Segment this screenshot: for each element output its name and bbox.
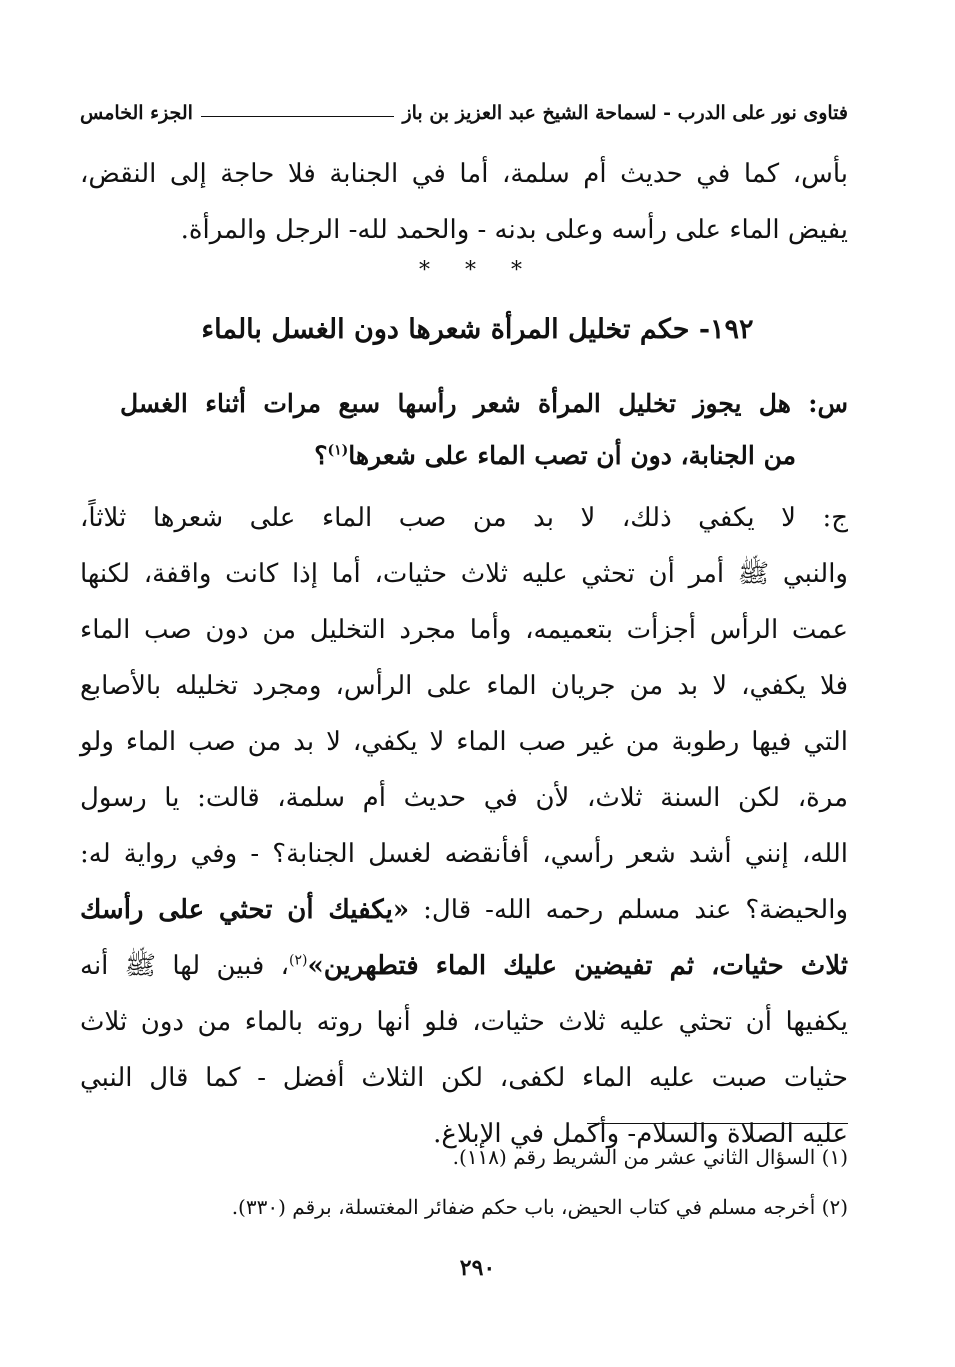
- answer-line: والنبي ﷺ أمر أن تحثي عليه ثلاث حثيات، أما إذا كانت واقفة، لكنها: [80, 559, 848, 589]
- answer-line: عليه الصلاة والسلام- وأكمل في الإبلاغ.: [433, 1119, 848, 1149]
- answer-text: والحيضة؟ عند مسلم رحمه الله- قال:: [423, 895, 849, 925]
- footnote-ref-1[interactable]: (١): [327, 442, 349, 459]
- footnotes: [80, 1132, 848, 1232]
- page-number: ٢٩٠: [459, 1255, 496, 1281]
- question-mark: ؟: [314, 441, 328, 470]
- question-line: س: هل يجوز تخليل المرأة شعر رأسها سبع مرات أثناء الغسل: [120, 389, 848, 418]
- volume-label: الجزء الخامس: [80, 102, 193, 124]
- answer-line: [80, 882, 848, 938]
- answer-line: ج: لا يكفي ذلك، لا بد من صب الماء على شعرها ثلاثاً،: [80, 503, 848, 533]
- answer-line: الله، إنني أشد شعر رأسي، أفأنقضه لغسل الجنابة؟ - وفي رواية له:: [80, 839, 848, 869]
- answer-paragraph: [80, 490, 848, 1162]
- question-line: [120, 430, 848, 482]
- answer-line: [80, 938, 848, 994]
- section-separator: * * *: [419, 258, 536, 283]
- text-line: بأس، كما في حديث أم سلمة، أما في الجنابة فلا حاجة إلى النقض،: [80, 159, 848, 189]
- answer-line: حثيات صبت عليه الماء لكفى، لكن الثلاث أفضل - كما قال النبي: [80, 1063, 848, 1093]
- running-header: [80, 96, 848, 130]
- header-rule: [201, 116, 395, 117]
- footnote-ref-2[interactable]: (٢): [289, 952, 308, 969]
- section-heading: ١٩٢- حكم تخليل المرأة شعرها دون الغسل بالماء: [201, 314, 754, 345]
- answer-line: عمت الرأس أجزأت بتعميمه، وأما مجرد التخليل من دون صب الماء: [80, 615, 848, 645]
- answer-line: التي فيها رطوبة من غير صب الماء لا يكفي، لا بد من صب الماء ولو: [80, 727, 848, 757]
- answer-line: يكفيها أن تحثي عليه ثلاث حثيات، فلو أنها روته بالماء من دون ثلاث: [80, 1007, 848, 1037]
- book-title: فتاوى نور على الدرب - لسماحة الشيخ عبد العزيز بن باز: [402, 102, 848, 124]
- footnote-divider: [587, 1123, 848, 1124]
- question-text: من الجنابة، دون أن تصب الماء على شعرها: [348, 441, 796, 470]
- text-line: يفيض الماء على رأسه وعلى بدنه - والحمد لله- الرجل والمرأة.: [180, 215, 848, 245]
- footnote-1: (١) السؤال الثاني عشر من الشريط رقم (١١٨).: [452, 1145, 848, 1169]
- hadith-quote: ثلاث حثيات، ثم تفيضين عليك الماء فتطهرين»: [307, 951, 849, 981]
- answer-text: ، فبين لها ﷺ أنه: [80, 951, 290, 981]
- answer-line: فلا يكفي، لا بد من جريان الماء على الرأس، ومجرد تخليله بالأصابع: [80, 671, 848, 701]
- hadith-quote: «يكفيك أن تحثي على رأسك: [80, 895, 410, 925]
- answer-line: مرة، لكن السنة ثلاث، لأن في حديث أم سلمة، قالت: يا رسول: [80, 783, 848, 813]
- footnote-2: (٢) أخرجه مسلم في كتاب الحيض، باب حكم ضفائر المغتسلة، برقم (٣٣٠).: [231, 1195, 848, 1219]
- continuation-paragraph: [80, 146, 848, 258]
- question-paragraph: [120, 378, 848, 482]
